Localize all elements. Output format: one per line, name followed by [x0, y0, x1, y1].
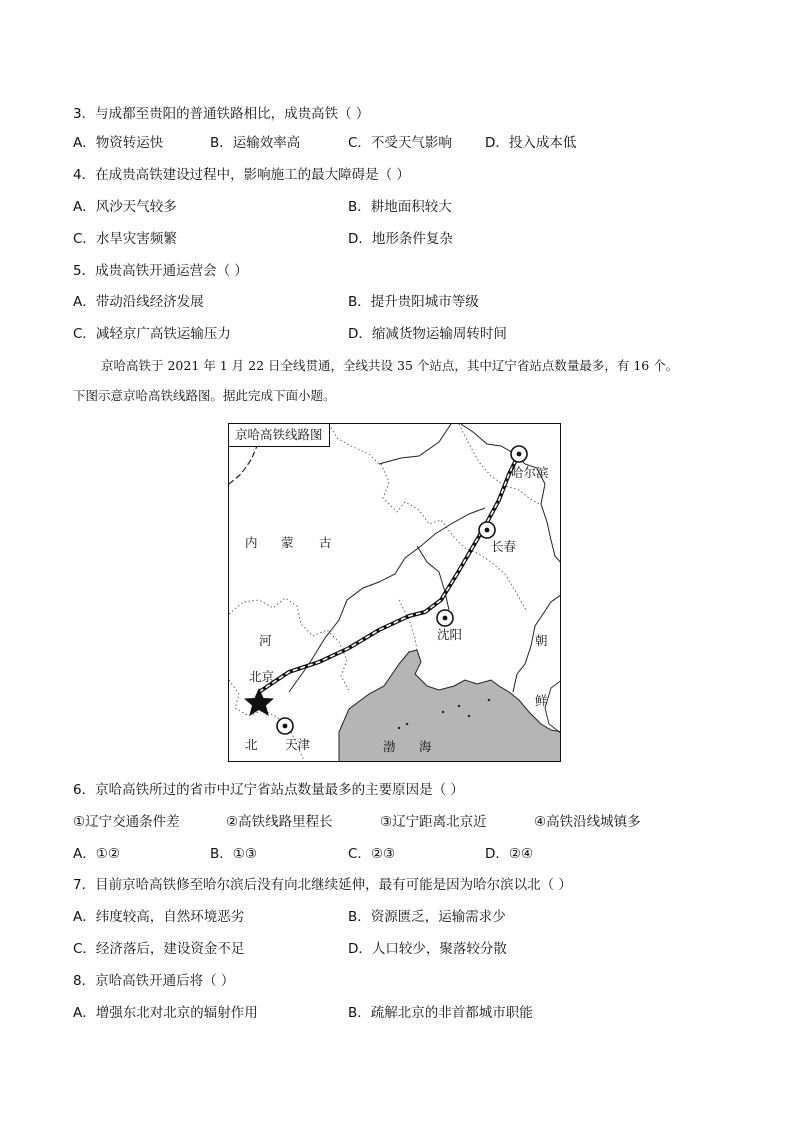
harbin-marker: [511, 446, 527, 462]
label-neimenggu-1: 内: [245, 535, 258, 550]
intro-line-1: 京哈高铁于 2021 年 1 月 22 日全线贯通，全线共设 35 个站点，其中辽宁省站点数量最多，有 16 个。: [101, 358, 679, 373]
label-neimenggu-2: 蒙: [281, 535, 294, 550]
q6-statement-1: ①辽宁交通条件差: [73, 814, 180, 830]
q6-option-c: C．②③: [348, 846, 396, 862]
q6-statement-4: ④高铁沿线城镇多: [534, 814, 641, 830]
q3-option-d: D．投入成本低: [485, 135, 577, 151]
q8-stem: 8．京哈高铁开通后将（ ）: [73, 973, 235, 989]
q6-option-a: A．①②: [73, 846, 120, 862]
label-beijing: 北京: [249, 669, 275, 684]
q8-option-a: A．增强东北对北京的辐射作用: [73, 1005, 258, 1021]
changchun-marker: [479, 522, 495, 538]
q6-option-b: B．①③: [210, 846, 257, 862]
label-chaoxian-1: 朝: [535, 633, 548, 648]
q5-option-c: C．减轻京广高铁运输压力: [73, 326, 231, 342]
label-bohai-2: 海: [419, 739, 432, 754]
label-tianjin: 天津: [285, 737, 311, 752]
label-shenyang: 沈阳: [437, 627, 463, 642]
q7-option-a: A．纬度较高，自然环境恶劣: [73, 909, 245, 925]
q4-option-a: A．风沙天气较多: [73, 199, 177, 215]
q5-option-b: B．提升贵阳城市等级: [348, 294, 479, 310]
sea-area: [339, 650, 561, 762]
q6-stem: 6．京哈高铁所过的省市中辽宁省站点数量最多的主要原因是（ ）: [73, 782, 464, 798]
q5-option-a: A．带动沿线经济发展: [73, 294, 204, 310]
q3-option-b: B．运输效率高: [210, 135, 301, 151]
beijing-star-icon: [244, 688, 274, 716]
q3-stem: 3．与成都至贵阳的普通铁路相比，成贵高铁（ ）: [73, 106, 370, 122]
q4-stem: 4．在成贵高铁建设过程中，影响施工的最大障碍是（ ）: [73, 167, 410, 183]
q4-option-d: D．地形条件复杂: [348, 231, 453, 247]
intro-line-2: 下图示意京哈高铁线路图。据此完成下面小题。: [73, 388, 336, 403]
label-neimenggu-3: 古: [319, 535, 332, 550]
q7-stem: 7．目前京哈高铁修至哈尔滨后没有向北继续延伸，最有可能是因为哈尔滨以北（ ）: [73, 877, 572, 893]
label-chaoxian-2: 鲜: [535, 693, 548, 708]
q3-option-a: A．物资转运快: [73, 135, 164, 151]
q7-option-d: D．人口较少，聚落较分散: [348, 941, 507, 957]
q5-stem: 5．成贵高铁开通运营会（ ）: [73, 263, 248, 279]
label-hebei-bei: 北: [245, 737, 258, 752]
q7-option-b: B．资源匮乏，运输需求少: [348, 909, 506, 925]
label-changchun: 长春: [491, 539, 517, 554]
q6-statement-2: ②高铁线路里程长: [226, 814, 333, 830]
tianjin-marker: [277, 718, 293, 734]
map-title: 京哈高铁线路图: [229, 424, 330, 447]
jingha-railway-map: [228, 423, 561, 762]
shenyang-marker: [437, 610, 453, 626]
q6-statement-3: ③辽宁距离北京近: [380, 814, 487, 830]
q7-option-c: C．经济落后，建设资金不足: [73, 941, 245, 957]
q4-option-c: C．水旱灾害频繁: [73, 231, 177, 247]
label-harbin: 哈尔滨: [511, 465, 549, 480]
label-bohai-1: 渤: [383, 739, 396, 754]
q3-option-c: C．不受天气影响: [348, 135, 452, 151]
q5-option-d: D．缩减货物运输周转时间: [348, 326, 507, 342]
q4-option-b: B．耕地面积较大: [348, 199, 452, 215]
label-hebei-he: 河: [259, 633, 272, 648]
q6-option-d: D．②④: [485, 846, 534, 862]
q8-option-b: B．疏解北京的非首都城市职能: [348, 1005, 533, 1021]
